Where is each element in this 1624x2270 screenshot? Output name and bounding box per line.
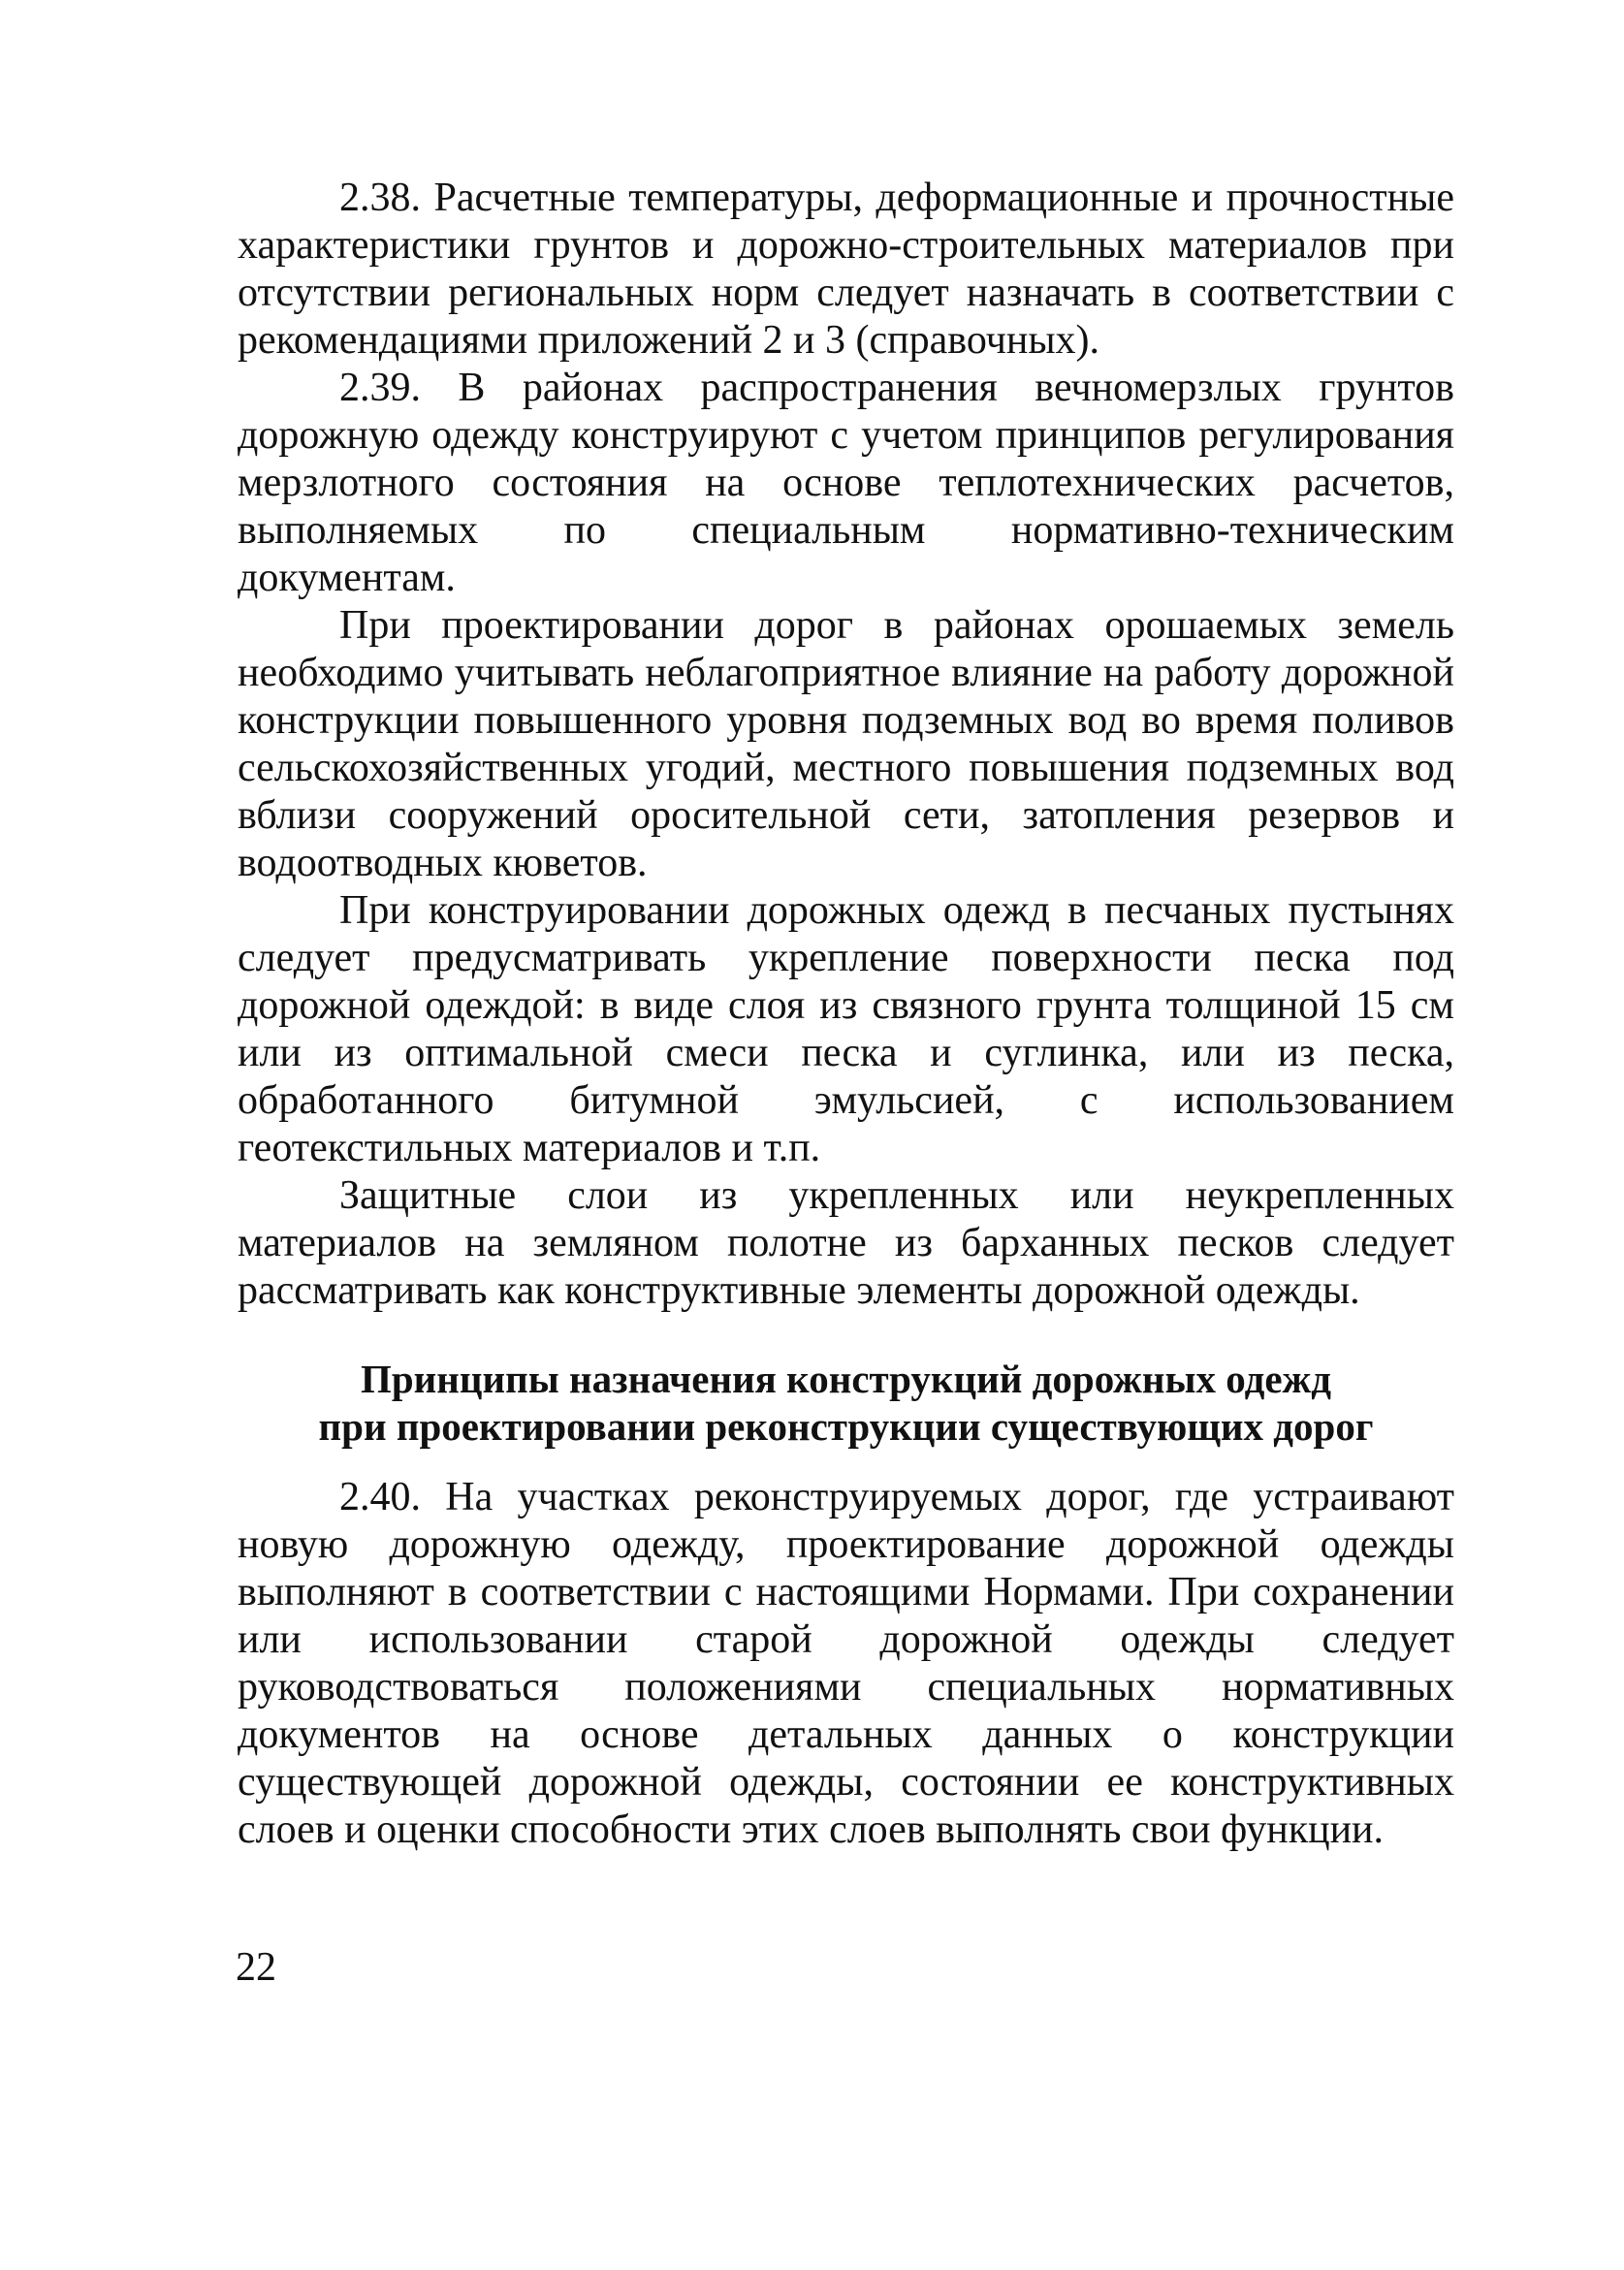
paragraph-sand-deserts: При конструировании дорожных одежд в песчаных пустынях следует предусматривать укрепление поверхности песка под дорожной одеждой: в виде слоя из связного грунта толщиной 15 см или из оптимальной смеси песка и суглинка, или из песка, обработанного битумной эмульсией, с использованием геотекстильных материалов и т.п. — [238, 888, 1454, 1170]
body-text — [238, 175, 1454, 1854]
section-heading-line-2: при проектировании реконструкции существующих дорог — [318, 1404, 1374, 1449]
paragraph-2-40: 2.40. На участках реконструируемых дорог, где устраивают новую дорожную одежду, проектирование дорожной одежды выполняют в соответствии с настоящими Нормами. При сохранении или использовании старой дорожной одежды следует руководствоваться положениями специальных нормативных документов на основе детальных данных о конструкции существующей дорожной одежды, состоянии ее конструктивных слоев и оценки способности этих слоев выполнять свои функции. — [238, 1475, 1454, 1852]
page-number: 22 — [236, 1945, 276, 1990]
section-heading — [238, 1356, 1454, 1451]
paragraph-irrigated-lands: При проектировании дорог в районах орошаемых земель необходимо учитывать неблагоприятное влияние на работу дорожной конструкции повышенного уровня подземных вод во время поливов сельскохозяйственных угодий, местного повышения подземных вод вблизи сооружений оросительной сети, затопления резервов и водоотводных кюветов. — [238, 603, 1454, 885]
paragraph-protective-layers: Защитные слои из укрепленных или неукрепленных материалов на земляном полотне из барханных песков следует рассматривать как конструктивные элементы дорожной одежды. — [238, 1173, 1454, 1313]
paragraph-2-38: 2.38. Расчетные температуры, деформационные и прочностные характеристики грунтов и дорожно-строительных материалов при отсутствии региональных норм следует назначать в соответствии с рекомендациями приложений 2 и 3 (справочных). — [238, 176, 1454, 363]
paragraph-2-39: 2.39. В районах распространения вечномерзлых грунтов дорожную одежду конструируют с учетом принципов регулирования мерзлотного состояния на основе теплотехнических расчетов, выполняемых по специальным нормативно-техническим документам. — [238, 366, 1454, 600]
section-heading-line-1: Принципы назначения конструкций дорожных одежд — [360, 1357, 1332, 1401]
